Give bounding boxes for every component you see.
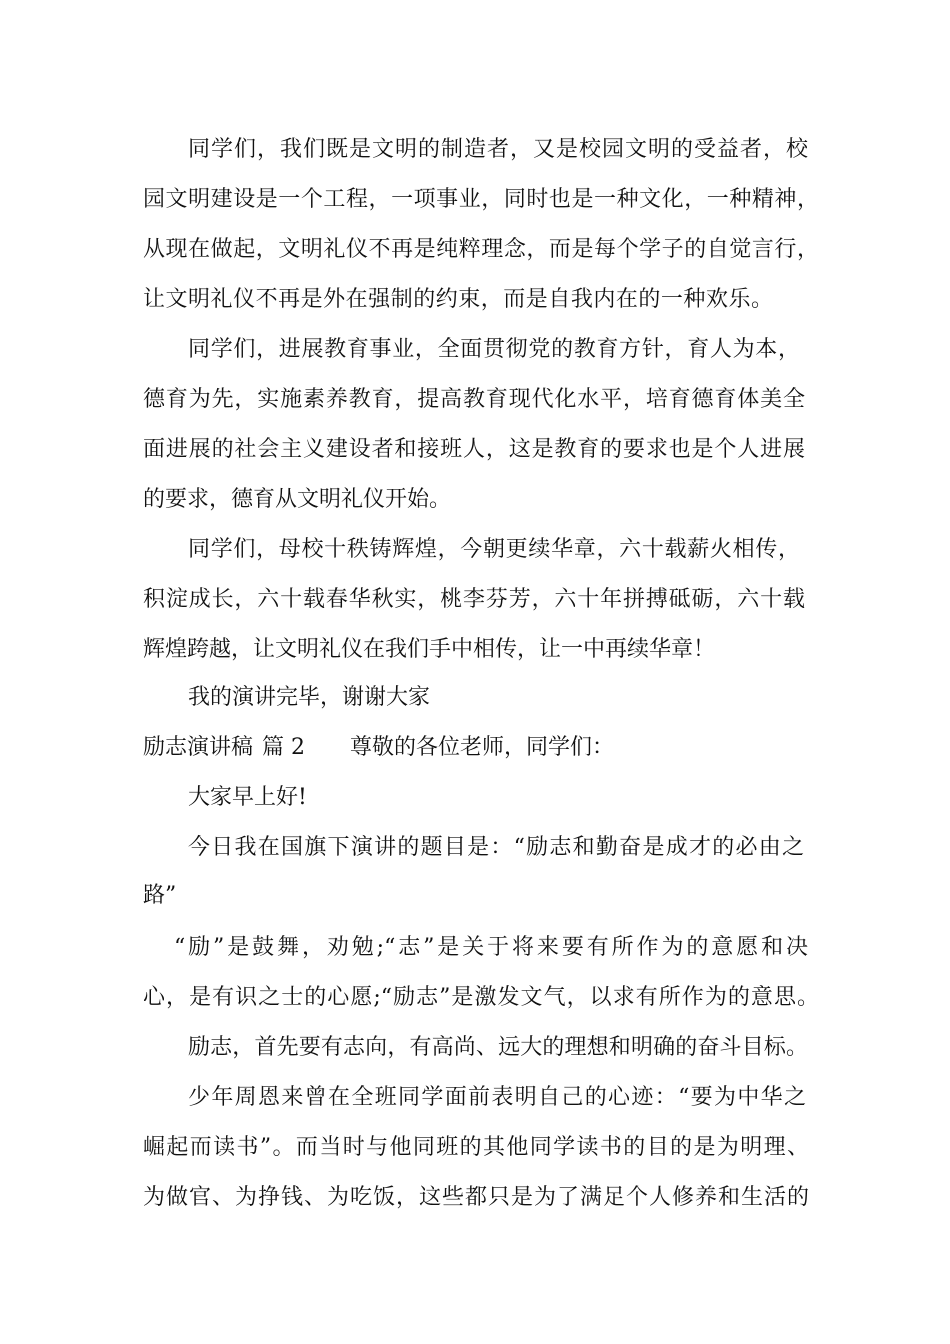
paragraph-3-line-1: 同学们，母校十秩铸辉煌，今朝更续华章，六十载薪火相传， xyxy=(188,537,800,562)
paragraph-2-line-1: 同学们，进展教育事业，全面贯彻党的教育方针，育人为本， xyxy=(188,337,800,362)
section-label: 篇 2 xyxy=(262,735,305,760)
paragraph-3-line-2: 积淀成长，六十载春华秋实，桃李芬芳，六十年拼搏砥砺，六十载 xyxy=(143,587,805,612)
text-line xyxy=(0,630,950,670)
paragraph-8-line-2: 崛起而读书”。而当时与他同班的其他同学读书的目的是为明理、 xyxy=(143,1135,809,1160)
paragraph-3-line-3: 辉煌跨越，让文明礼仪在我们手中相传，让一中再续华章！ xyxy=(143,637,716,662)
paragraph-7-line-1: 励志，首先要有志向，有高尚、远大的理想和明确的奋斗目标。 xyxy=(188,1035,808,1060)
paragraph-2-line-3: 面进展的社会主义建设者和接班人，这是教育的要求也是个人进展 xyxy=(143,437,805,462)
text-line xyxy=(0,380,950,420)
paragraph-1-line-3: 从现在做起，文明礼仪不再是纯粹理念，而是每个学子的自觉言行， xyxy=(143,237,819,262)
paragraph-5-line-2: 路” xyxy=(143,883,177,908)
text-line xyxy=(0,778,950,818)
greeting: 大家早上好! xyxy=(188,785,307,810)
paragraph-8-line-1: 少年周恩来曾在全班同学面前表明自己的心迹：“要为中华之 xyxy=(188,1085,806,1110)
paragraph-1-line-4: 让文明礼仪不再是外在强制的约束，而是自我内在的一种欢乐。 xyxy=(143,287,773,312)
paragraph-2-line-2: 德育为先，实施素养教育，提高教育现代化水平，培育德育体美全 xyxy=(143,387,805,412)
paragraph-6-line-2: 心，是有识之士的心愿;“励志”是激发文气，以求有所作为的意思。 xyxy=(143,985,819,1010)
paragraph-1-line-1: 同学们，我们既是文明的制造者，又是校园文明的受益者，校 xyxy=(188,137,808,162)
salutation: 尊敬的各位老师，同学们： xyxy=(350,735,615,760)
article-title: 励志演讲稿 xyxy=(143,735,254,760)
text-line xyxy=(0,330,950,370)
paragraph-2-line-4: 的要求，德育从文明礼仪开始。 xyxy=(143,487,452,512)
paragraph-4-line-1: 我的演讲完毕，谢谢大家 xyxy=(188,685,431,710)
text-line xyxy=(0,430,950,470)
text-line xyxy=(0,1178,950,1218)
text-line xyxy=(0,678,950,718)
text-line xyxy=(0,978,950,1018)
paragraph-5-line-1: 今日我在国旗下演讲的题目是：“励志和勤奋是成才的必由之 xyxy=(188,835,804,860)
paragraph-6-line-1: “励”是鼓舞，劝勉;“志”是关于将来要有所作为的意愿和决 xyxy=(174,935,808,960)
text-line xyxy=(0,1028,950,1068)
text-line xyxy=(0,580,950,620)
paragraph-8-line-3: 为做官、为挣钱、为吃饭，这些都只是为了满足个人修养和生活的 xyxy=(143,1185,809,1210)
text-line xyxy=(0,530,950,570)
text-line xyxy=(0,928,950,968)
text-line xyxy=(0,1128,950,1168)
text-line xyxy=(0,230,950,270)
heading-line xyxy=(0,728,950,768)
text-line xyxy=(0,828,950,868)
text-line xyxy=(0,180,950,220)
text-line xyxy=(0,876,950,916)
text-line xyxy=(0,1078,950,1118)
paragraph-1-line-2: 园文明建设是一个工程，一项事业，同时也是一种文化，一种精神， xyxy=(143,187,819,212)
text-line xyxy=(0,280,950,320)
text-line xyxy=(0,480,950,520)
text-line xyxy=(0,130,950,170)
